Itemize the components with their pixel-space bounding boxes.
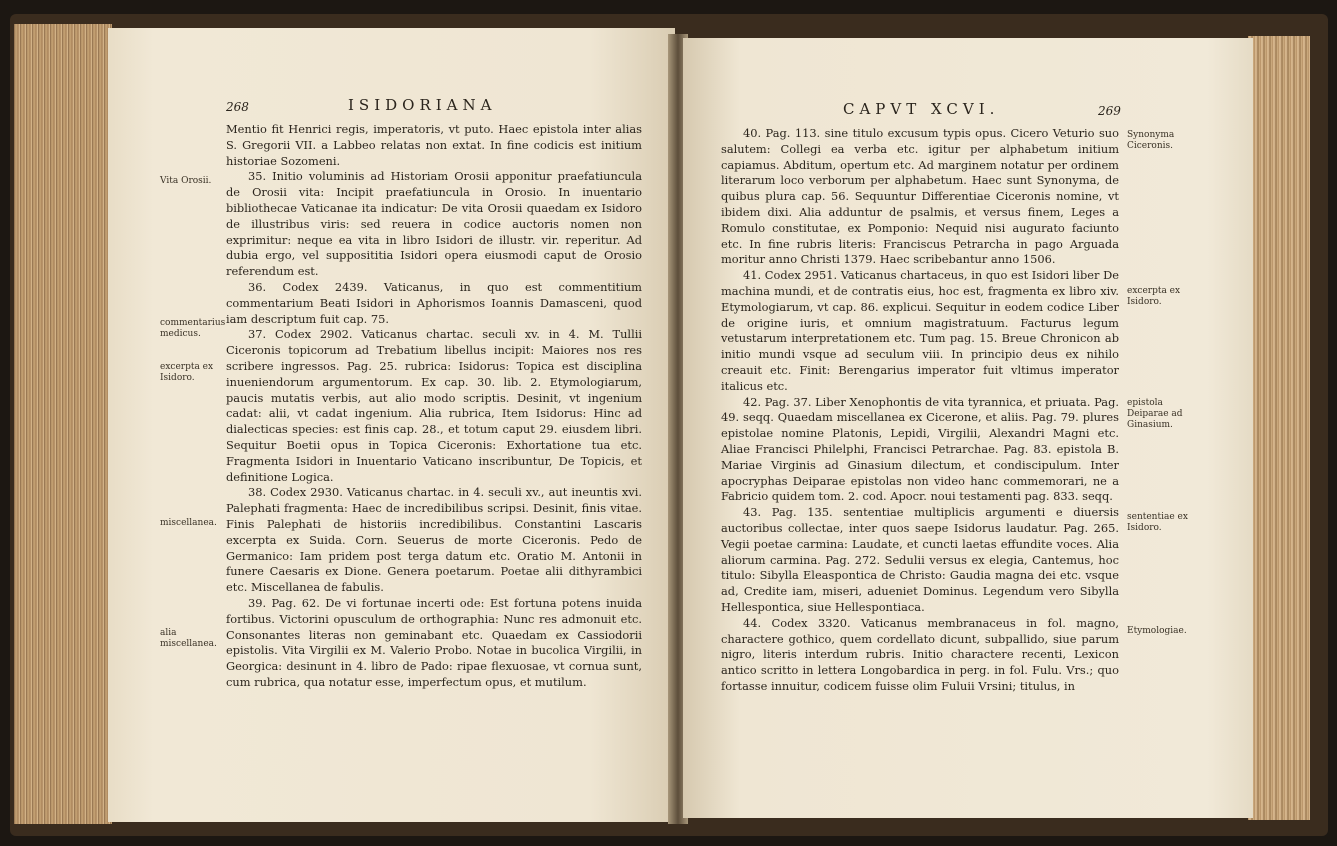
paragraph: 38. Codex 2930. Vaticanus chartac. in 4. seculi xv., aut ineuntis xvi. Palephati fragmenta: Haec de incredibilibus scripsi. Desinit, finis vitae. Finis Palephati de historiis incredibilibus. Constantini Lascaris excerpta ex Suida. Corn. Seuerus de morte Ciceronis. Pedo de Germanico: Iam pridem post terga datum etc. Oratio M. Antonii in funere Caesaris ex Dione. Genera poetarum. Poetae alii dithyrambici etc. Miscellanea de fabulis. bbox=[226, 485, 642, 595]
paragraph: 41. Codex 2951. Vaticanus chartaceus, in quo est Isidori liber De machina mundi, et de contratis eius, hoc est, fragmenta ex libro xiv. Etymologiarum, vt cap. 86. explicui. Sequitur in eodem codice Liber de origine iuris, et omnium magistratuum. Facturus legum vetustarum interpretationem etc. Tum pag. 15. Breue Chronicon ab initio mundi vsque ad seculum viii. In principio deus ex nihilo creauit etc. Finit: Berengarius imperator fuit vltimus imperator italicus etc. bbox=[721, 268, 1119, 393]
margin-note: excerpta ex Isidoro. bbox=[160, 362, 214, 383]
left-page-edges bbox=[14, 24, 112, 824]
margin-note: commentarius medicus. bbox=[160, 318, 226, 339]
right-text-block bbox=[721, 126, 1119, 695]
paragraph: 44. Codex 3320. Vaticanus membranaceus in fol. magno, charactere gothico, quem cordellato dicunt, subpallido, siue parum nigro, literis interdum rubris. Initio charactere recenti, Lexicon antico scritto in lettera Longobardica in perg. in fol. Fulu. Vrs.; quo fortasse innuitur, codicem fuisse olim Fuluii Vrsini; titulus, in bbox=[721, 615, 1119, 693]
running-head-left: ISIDORIANA bbox=[348, 96, 497, 114]
paragraph: 36. Codex 2439. Vaticanus, in quo est commentitium commentarium Beati Isidori in Aphorismos Ioannis Damasceni, quod iam descriptum fuit cap. 75. bbox=[226, 279, 642, 326]
margin-note: Etymologiae. bbox=[1127, 626, 1187, 636]
right-page-edges bbox=[1248, 36, 1310, 820]
paragraph: 40. Pag. 113. sine titulo excusum typis opus. Cicero Veturio suo salutem: Collegi ea verba etc. igitur per alphabetum initium capiamus. Abditum, opertum etc. Ad marginem notatur per ordinem literarum loco verborum per alphabetum. Haec sunt Synonyma, de quibus plura cap. 56. Sequuntur Differentiae Ciceronis nomine, vt ibidem dixi. Alia adduntur de psalmis, et versus finem, Leges a Romulo constitutae, ex Pomponio: Nequid nisi augurato faciunto etc. In fine rubris literis: Franciscus Petrarcha in pago Arguada moritur anno Christi 1379. Haec scribebantur anno 1506. bbox=[721, 126, 1119, 267]
left-text-block bbox=[226, 122, 642, 691]
paragraph: 43. Pag. 135. sententiae multiplicis argumenti e diuersis auctoribus collectae, inter quos saepe Isidorus laudatur. Pag. 265. Vegii poetae carmina: Laudate, et cuncti laetas effundite voces. Alia aliorum carmina. Pag. 272. Sedulii versus ex elegia, Cantemus, hoc titulo: Sibylla Eleaspontica de Christo: Gaudia magna dei etc. vsque ad, Credite iam, miseri, adueniet Dominus. Legendum vero Sibylla Hellespontica, siue Hellespontiaca. bbox=[721, 505, 1119, 614]
margin-note: epistola Deiparae ad Ginasium. bbox=[1127, 398, 1183, 430]
page-number-right: 269 bbox=[1098, 104, 1121, 118]
paragraph: 37. Codex 2902. Vaticanus chartac. seculi xv. in 4. M. Tullii Ciceronis topicorum ad Trebatium libellus incipit: Maiores nos res scribere ingressos. Pag. 25. rubrica: Isidorus: Topica est disciplina inueniendorum argumentorum. Ex cap. 30. lib. 2. Etymologiarum, paucis mutatis verbis, aut alio modo scriptis. Desinit, vt ingenium cadat: alii, vt cadat ingenium. Alia rubrica, Item Isidorus: Hinc ad dialecticas species: est finis cap. 28., et totum caput 29. eiusdem libri. Sequitur Boetii opus in Topica Ciceronis: Exhortatione tua etc. Fragmenta Isidori in Inuentario Vaticano inscribuntur, De Topicis, et definitione Logica. bbox=[226, 327, 642, 484]
margin-note: excerpta ex Isidoro. bbox=[1127, 286, 1181, 307]
paragraph: 35. Initio voluminis ad Historiam Orosii apponitur praefatiuncula de Orosii vita: Incipit praefatiuncula in Orosio. In inuentario bibliothecae Vaticanae ita indicatur: De vita Orosii quaedam ex Isidoro de illustribus viris: sed reuera in codice auctoris nomen non exprimitur: neque ea vita in libro Isidori de illustr. vir. reperitur. Ad dubia ergo, vel supposititia Isidori opera eiusmodi caput de Orosio referendum est. bbox=[226, 169, 642, 279]
left-page bbox=[108, 28, 675, 822]
paragraph: Mentio fit Henrici regis, imperatoris, vt puto. Haec epistola inter alias S. Gregorii VII. a Labbeo relatas non extat. In fine codicis est initium historiae Sozomeni. bbox=[226, 122, 642, 168]
paragraph: 39. Pag. 62. De vi fortunae incerti ode: Est fortuna potens inuida fortibus. Victorini opusculum de orthographia: Nunc res admonuit etc. Consonantes literas non geminabant etc. Quaedam ex Cassiodorii epistolis. Vita Virgilii ex M. Valerio Probo. Notae in bucolica Virgilii, in Georgica: desinunt in 4. libro de Pado: ripae flexuosae, vt cornua sunt, cum rubrica, qua notatur esse, imperfectum opus, et mutilum. bbox=[226, 595, 642, 689]
margin-note: sententiae ex Isidoro. bbox=[1127, 512, 1188, 533]
margin-note: Synonyma Ciceronis. bbox=[1127, 130, 1175, 151]
right-page bbox=[683, 38, 1253, 818]
paragraph: 42. Pag. 37. Liber Xenophontis de vita tyrannica, et priuata. Pag. 49. seqq. Quaedam miscellanea ex Cicerone, et aliis. Pag. 79. plures epistolae nomine Platonis, Lepidi, Virgilii, Alexandri Magni etc. Aliae Francisci Philelphi, Francisci Petrarchae. Pag. 83. epistola B. Mariae Virginis ad Ginasium dilectum, et condiscipulum. Inter apocryphas Deiparae epistolas non video hanc commemorari, ne a Fabricio quidem tom. 2. cod. Apocr. noui testamenti pag. 833. seqq. bbox=[721, 394, 1119, 504]
page-number-left: 268 bbox=[226, 100, 249, 114]
margin-note: alia miscellanea. bbox=[160, 628, 217, 649]
running-head-right: CAPVT XCVI. bbox=[843, 100, 1000, 118]
margin-note: Vita Orosii. bbox=[160, 176, 212, 186]
margin-note: miscellanea. bbox=[160, 518, 217, 528]
